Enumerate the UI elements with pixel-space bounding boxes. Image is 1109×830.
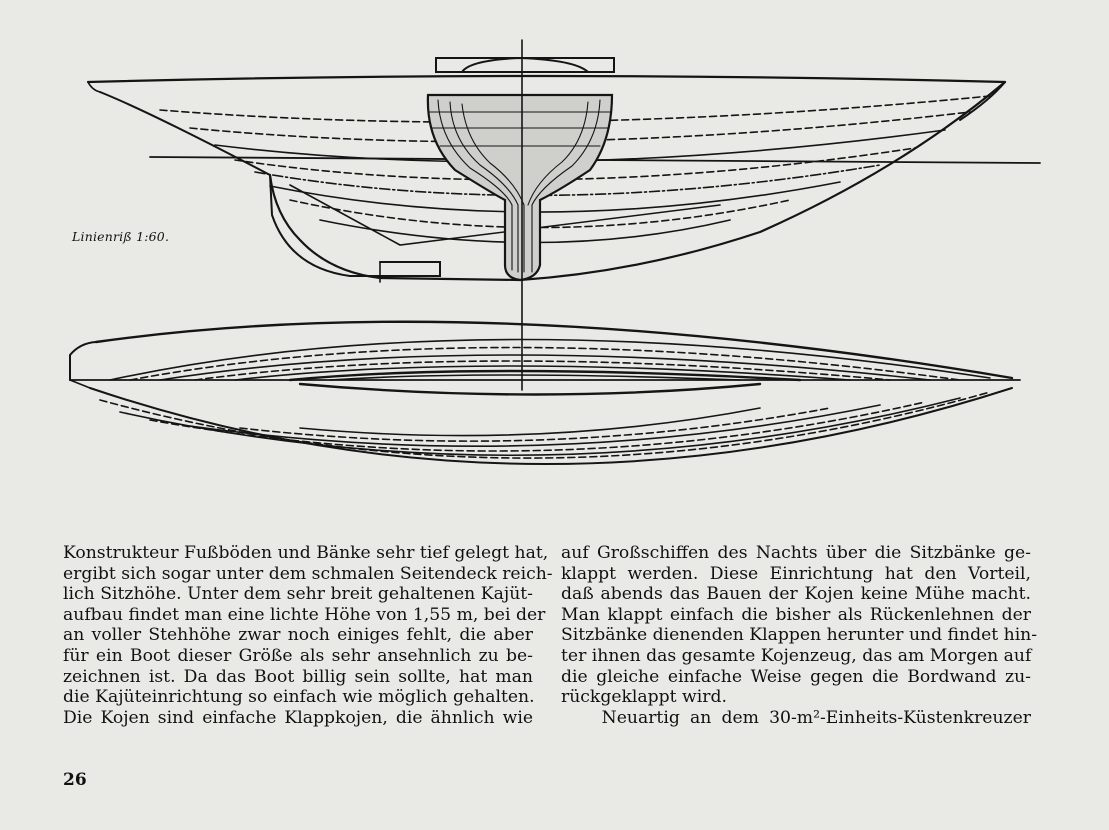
page-number: 26 — [63, 770, 87, 790]
text-line: lich Sitzhöhe. Unter dem sehr breit gehaltenen Kajüt- — [63, 584, 533, 605]
text-line: auf Großschiffen des Nachts über die Sitzbänke ge- — [561, 543, 1031, 563]
text-line: Neuartig an dem 30-m²-Einheits-Küstenkreuzer — [561, 707, 1031, 728]
text-column-left — [63, 543, 553, 728]
text-line: Die Kojen sind einfache Klappkojen, die ähnlich wie — [63, 707, 533, 728]
text-line: an voller Stehhöhe zwar noch einiges fehlt, die aber — [63, 625, 533, 646]
text-column-right — [561, 543, 1038, 728]
text-line: rückgeklappt wird. — [561, 687, 727, 708]
text-line: aufbau findet man eine lichte Höhe von 1,55 m, bei der — [63, 604, 546, 625]
text-line: zeichnen ist. Da das Boot billig sein sollte, hat man — [63, 666, 533, 687]
text-line: Konstrukteur Fußböden und Bänke sehr tief gelegt hat, — [63, 543, 549, 563]
text-line: die Kajüteinrichtung so einfach wie möglich gehalten. — [63, 687, 535, 708]
text-line: für ein Boot dieser Größe als sehr ansehnlich zu be- — [63, 645, 533, 666]
text-line: daß abends das Bauen der Kojen keine Mühe macht. — [561, 584, 1031, 605]
text-line: die gleiche einfache Weise gegen die Bordwand zu- — [561, 666, 1031, 687]
text-line: Sitzbänke dienenden Klappen herunter und findet hin- — [561, 625, 1038, 646]
text-line: ter ihnen das gesamte Kojenzeug, das am Morgen auf — [561, 645, 1032, 666]
text-line: klappt werden. Diese Einrichtung hat den Vorteil, — [561, 563, 1031, 584]
text-line: Man klappt einfach die bisher als Rückenlehnen der — [561, 604, 1031, 625]
text-line: ergibt sich sogar unter dem schmalen Seitendeck reich- — [63, 563, 553, 584]
figure-caption: Linienriß 1:60. — [72, 229, 170, 244]
